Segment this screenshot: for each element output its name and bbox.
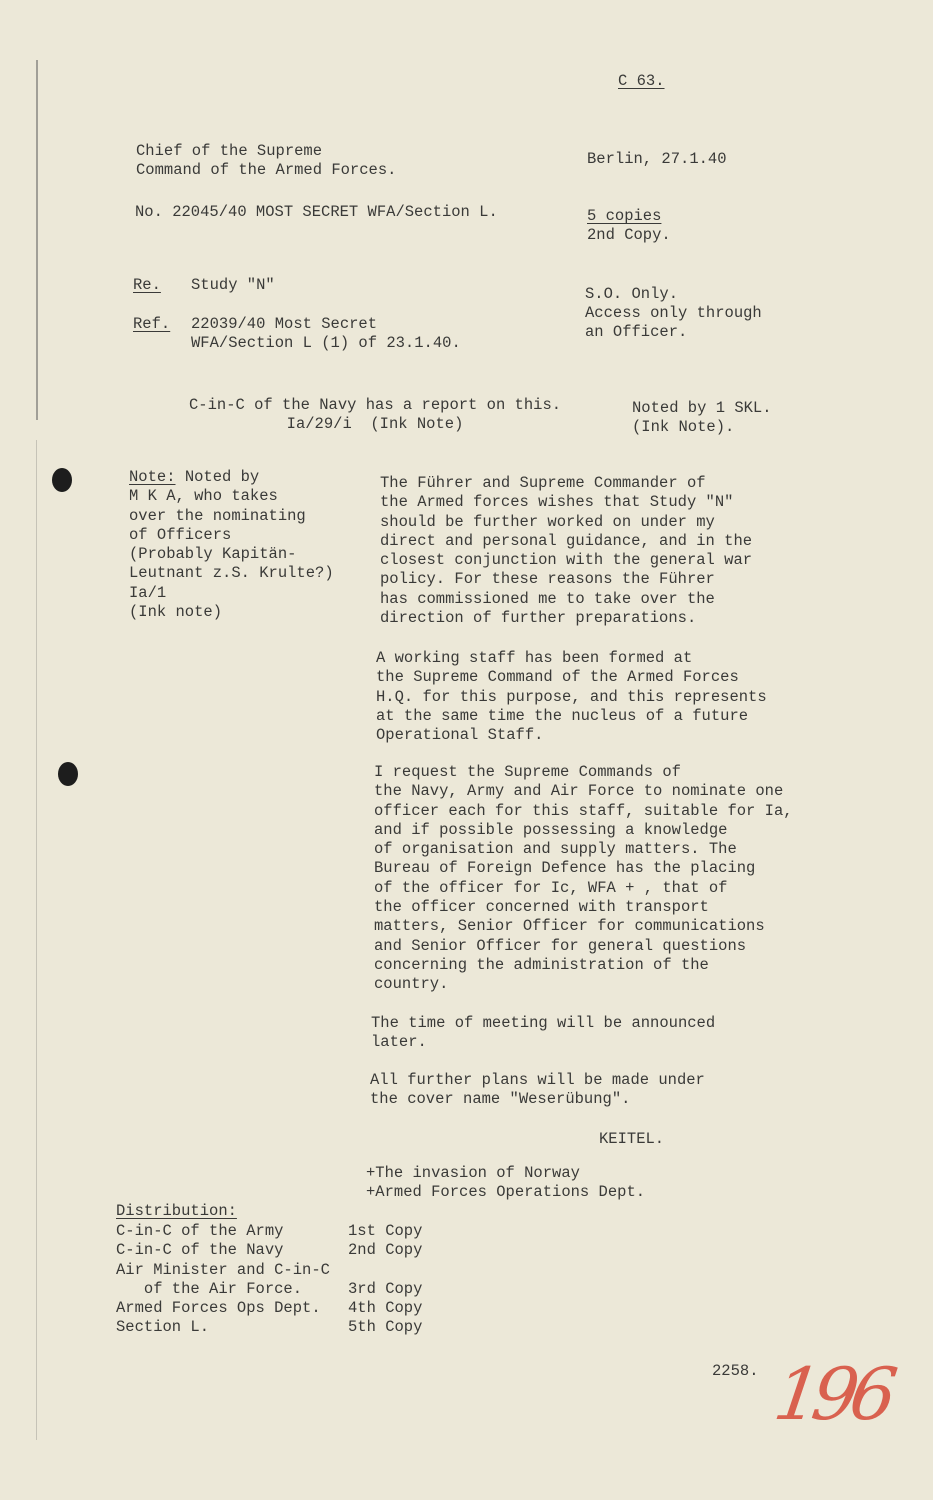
ink-note-line: C-in-C of the Navy has a report on this. xyxy=(189,396,562,414)
place-date: Berlin, 27.1.40 xyxy=(587,150,727,168)
body-line: The Führer and Supreme Commander of xyxy=(380,474,706,492)
ref-line: WFA/Section L (1) of 23.1.40. xyxy=(191,334,461,352)
body-line: direct and personal guidance, and in the xyxy=(380,531,753,550)
body-line: direction of further preparations. xyxy=(380,609,697,628)
body-paragraph-5 xyxy=(370,1071,705,1110)
distribution-recipient: Armed Forces Ops Dept. xyxy=(116,1299,321,1318)
page-edge-line xyxy=(36,440,37,1440)
body-line: closest conjunction with the general war xyxy=(380,551,753,570)
body-line: matters, Senior Officer for communications xyxy=(374,917,765,936)
classification-line: an Officer. xyxy=(585,323,688,341)
body-line: the Armed forces wishes that Study "N" xyxy=(380,493,734,512)
distribution-copy: 3rd Copy xyxy=(348,1279,423,1298)
sender xyxy=(136,142,396,180)
signature: KEITEL. xyxy=(599,1130,665,1148)
classification-line: S.O. Only. xyxy=(585,285,679,303)
distribution xyxy=(116,1202,422,1338)
margin-note xyxy=(129,468,334,622)
margin-note-line: (Probably Kapitän- xyxy=(129,545,297,564)
copy-count: 5 copies xyxy=(587,207,662,225)
body-line: Operational Staff. xyxy=(376,726,544,745)
body-line: The time of meeting will be announced xyxy=(371,1014,716,1032)
distribution-title: Distribution: xyxy=(116,1202,237,1220)
this-copy: 2nd Copy. xyxy=(587,226,671,244)
distribution-recipient: C-in-C of the Army xyxy=(116,1222,284,1240)
body-line: officer each for this staff, suitable for Ia, xyxy=(374,801,793,820)
ref-text xyxy=(191,315,461,353)
distribution-recipient: Air Minister and C-in-C xyxy=(116,1260,330,1279)
ref-line: 22039/40 Most Secret xyxy=(191,315,378,333)
ink-note-line: (Ink Note). xyxy=(632,418,735,436)
footnote: +The invasion of Norway xyxy=(366,1164,580,1182)
distribution-recipient: Section L. xyxy=(116,1318,210,1337)
distribution-copy: 4th Copy xyxy=(348,1299,423,1318)
body-line: I request the Supreme Commands of xyxy=(374,763,681,781)
margin-note-line: over the nominating xyxy=(129,506,306,525)
document-reference: C 63. xyxy=(618,72,665,90)
re-text: Study "N" xyxy=(191,276,275,294)
body-paragraph-1 xyxy=(380,474,752,628)
distribution-copy: 5th Copy xyxy=(348,1318,423,1337)
ink-note-line: Ia/29/i (Ink Note) xyxy=(286,415,464,433)
ink-note-center xyxy=(189,396,561,434)
body-line: H.Q. for this purpose, and this represents xyxy=(376,687,767,706)
ref-label: Ref. xyxy=(133,315,171,333)
punch-hole xyxy=(58,762,78,786)
body-line: the Supreme Command of the Armed Forces xyxy=(376,668,739,687)
page-edge-line xyxy=(36,60,38,420)
body-line: Bureau of Foreign Defence has the placing xyxy=(374,859,756,878)
body-line: country. xyxy=(374,975,449,994)
margin-note-line: Noted by xyxy=(175,468,260,486)
body-line: later. xyxy=(371,1033,427,1052)
body-line: at the same time the nucleus of a future xyxy=(376,706,749,725)
distribution-recipient: of the Air Force. xyxy=(116,1279,303,1298)
body-line: of organisation and supply matters. The xyxy=(374,840,737,859)
sender-line: Chief of the Supreme xyxy=(136,142,323,160)
footnotes xyxy=(366,1164,645,1203)
margin-note-line: of Officers xyxy=(129,525,232,544)
body-line: the Navy, Army and Air Force to nominate one xyxy=(374,782,784,801)
body-line: concerning the administration of the xyxy=(374,955,709,974)
ink-note-right xyxy=(632,399,772,437)
body-line: policy. For these reasons the Führer xyxy=(380,570,715,589)
body-line: All further plans will be made under xyxy=(370,1071,705,1089)
punch-hole xyxy=(52,468,72,492)
classification-line: Access only through xyxy=(585,304,762,322)
margin-note-line: M K A, who takes xyxy=(129,487,278,506)
body-line: A working staff has been formed at xyxy=(376,649,693,667)
margin-note-line: (Ink note) xyxy=(129,603,223,622)
body-line: and Senior Officer for general questions xyxy=(374,936,747,955)
folio-stamp: 196 xyxy=(769,1352,895,1436)
margin-note-label: Note: xyxy=(129,468,176,486)
copies xyxy=(587,207,671,245)
page-number: 2258. xyxy=(712,1362,759,1380)
body-line: has commissioned me to take over the xyxy=(380,589,715,608)
ink-note-line: Noted by 1 SKL. xyxy=(632,399,772,417)
body-line: of the officer for Ic, WFA + , that of xyxy=(374,878,728,897)
body-line: should be further worked on under my xyxy=(380,512,715,531)
footnote: +Armed Forces Operations Dept. xyxy=(366,1183,646,1202)
body-paragraph-4 xyxy=(371,1014,715,1053)
body-paragraph-2 xyxy=(376,649,767,745)
re-label: Re. xyxy=(133,276,161,294)
margin-note-line: Leutnant z.S. Krulte?) xyxy=(129,564,334,583)
distribution-recipient: C-in-C of the Navy xyxy=(116,1241,284,1260)
classification xyxy=(585,285,762,342)
margin-note-line: Ia/1 xyxy=(129,583,167,602)
distribution-copy: 1st Copy xyxy=(348,1222,423,1240)
body-line: the officer concerned with transport xyxy=(374,898,709,917)
body-line: the cover name "Weserübung". xyxy=(370,1090,631,1109)
sender-line: Command of the Armed Forces. xyxy=(136,161,397,179)
distribution-copy: 2nd Copy xyxy=(348,1241,423,1260)
document-number: No. 22045/40 MOST SECRET WFA/Section L. xyxy=(135,203,498,221)
body-paragraph-3 xyxy=(374,763,793,995)
body-line: and if possible possessing a knowledge xyxy=(374,820,728,839)
